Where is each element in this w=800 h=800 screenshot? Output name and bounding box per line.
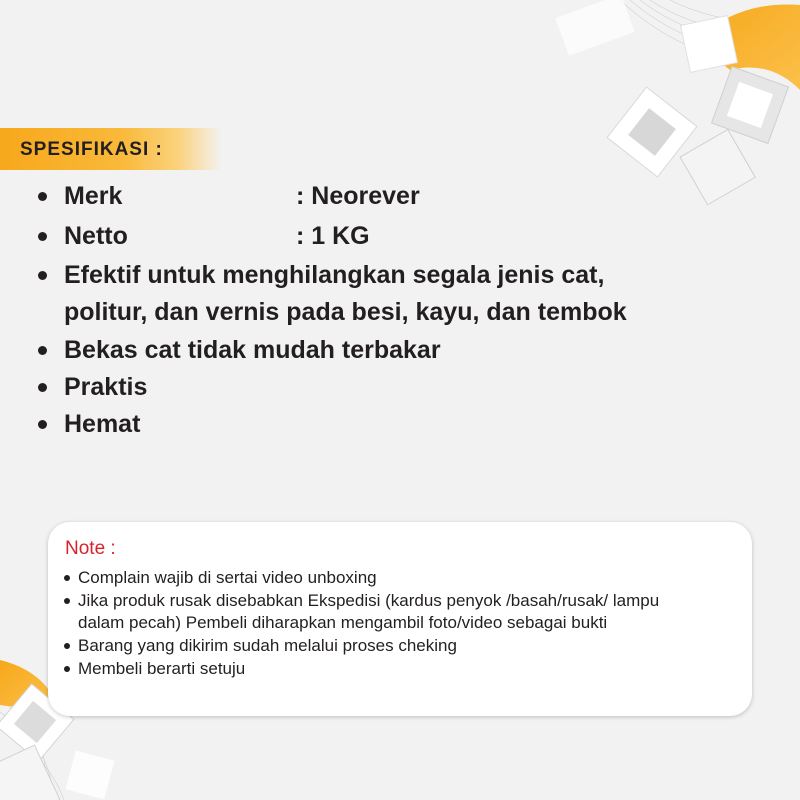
note-item — [64, 567, 734, 589]
bullet-icon — [64, 643, 70, 649]
spec-text: Praktis — [64, 373, 148, 401]
spec-text: Efektif untuk menghilangkan segala jenis cat, politur, dan vernis pada besi, kayu, dan tembok — [64, 261, 627, 326]
spec-key: Netto — [64, 222, 128, 250]
spec-key: Merk — [64, 182, 123, 210]
spec-item-efektif — [38, 257, 664, 331]
bullet-icon — [64, 598, 70, 604]
spec-item-praktis — [38, 369, 738, 406]
note-text: Jika produk rusak disebabkan Ekspedisi (kardus penyok /basah/rusak/ lampu dalam pecah) Pembeli diharapkan mengambil foto/video sebagai bukti — [78, 591, 660, 632]
spec-item-merk — [38, 178, 738, 215]
spec-header-banner — [0, 128, 222, 170]
note-list — [64, 567, 734, 681]
note-item — [64, 635, 734, 657]
note-item — [64, 590, 708, 634]
note-text: Membeli berarti setuju — [78, 659, 246, 678]
spec-text: Bekas cat tidak mudah terbakar — [64, 336, 441, 364]
spec-item-hemat — [38, 406, 738, 443]
note-text: Barang yang dikirim sudah melalui proses cheking — [78, 636, 457, 655]
spec-list — [38, 178, 738, 443]
note-box — [48, 522, 752, 716]
spec-value: : 1 KG — [296, 222, 370, 250]
note-title: Note : — [65, 538, 116, 559]
spec-value: : Neorever — [296, 182, 420, 210]
bullet-icon — [38, 383, 47, 392]
bullet-icon — [38, 271, 47, 280]
spec-item-bekas-cat — [38, 332, 738, 369]
bullet-icon — [38, 192, 47, 201]
spec-header-title: SPESIFIKASI : — [20, 139, 163, 160]
bullet-icon — [64, 666, 70, 672]
bullet-icon — [38, 346, 47, 355]
spec-item-netto — [38, 218, 738, 255]
bullet-icon — [38, 232, 47, 241]
note-text: Complain wajib di sertai video unboxing — [78, 568, 377, 587]
spec-text: Hemat — [64, 410, 141, 438]
note-item — [64, 658, 734, 680]
bullet-icon — [38, 420, 47, 429]
bullet-icon — [64, 575, 70, 581]
